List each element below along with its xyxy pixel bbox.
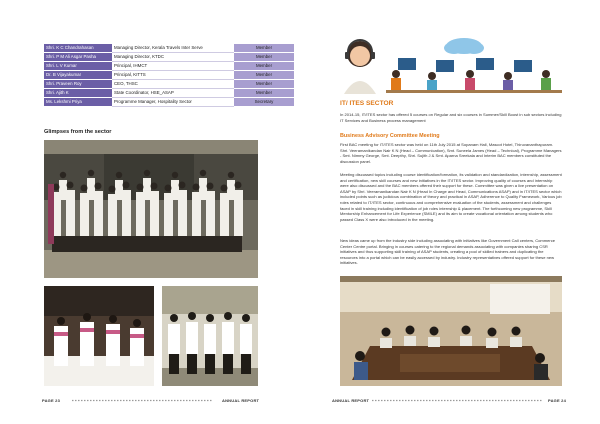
member-position: Member [234,53,294,62]
member-position: Member [234,80,294,89]
meeting-photo [340,276,562,386]
member-row [44,44,294,53]
member-position: Secretary [234,98,294,107]
member-role: State Coordinator, HSE_ASAP [112,89,234,98]
member-role: Programme Manager, Hospitality Sector [112,98,234,107]
member-name: Shri. L V Kumar [44,62,112,71]
member-position: Member [234,62,294,71]
member-name: Shri. K C Chandrahasan [44,44,112,53]
training-photo-1 [44,286,154,386]
bac-paragraph-2: Meeting discussed topics including course identification/formation, its validation and standardization, internship, assessment and certification, new skill courses and new initiatives in the IT/ITES sector. Improving quality of courses and internship were also discussed and the BAC members offered their support for these. Committee was given a live presentation on ASAP by Shri. Veeramanikandan Nair K N (Head In Charge and Head, Communications ASAP) and in IT/ITES sector which included points such as judicious combination of theory and practical in ASAP, Adherence to Quality Framework, Various job roles related to IT/ITES sector, continuous and comprehensive evaluation of the students, assessment and challenges faced in skill training including identification of job roles internship & placement. The forthcoming new programme, Skill Mentorship Enhancement for Life Experience (SMILE) and its aim to create vocational orientation among students who passed Class X were also introduced in the meeting. [340,172,562,222]
bac-paragraph-3: New ideas came up from the industry side including associating with initiatives like Government Call centers, Commerce Center Centre portal. Bringing in courses catering to the regional demands associating with companies sharing CSR initiatives and thus supporting skill training of ASAP students, creating a pool of skilled trainers and duplicating the resources into a portal which can be easily accessed by industry. Industry representatives offered support for these new initiatives. [340,238,556,266]
member-position: Member [234,71,294,80]
member-role: Principal, KITTS [112,71,234,80]
member-row [44,89,294,98]
right-page-number: PAGE 24 [548,398,566,403]
right-page [300,0,600,424]
left-annual-report: ANNUAL REPORT [222,398,260,403]
training-photo-2 [162,286,258,386]
group-photo [44,140,258,278]
member-row [44,71,294,80]
member-name: Ms. Lekshmi Priya [44,98,112,107]
it-sector-illustration [336,32,566,94]
member-name: Shri. Ajith K [44,89,112,98]
member-role: Managing Director, KTDC [112,53,234,62]
section-title: IT/ ITES SECTOR [340,100,394,107]
member-name: Dr. B Vijayakumar [44,71,112,80]
right-annual-report: ANNUAL REPORT [332,398,370,403]
member-role: Principal, IHMCT [112,62,234,71]
member-name: Shri. Praveen Roy [44,80,112,89]
member-name: Shri. P M Ali Asgar Pasha [44,53,112,62]
bac-heading: Business Advisory Committee Meeting [340,133,440,139]
member-role: Managing Director, Kerala Travels Inter Serve [112,44,234,53]
member-row [44,98,294,107]
member-position: Member [234,89,294,98]
left-page-number: PAGE 23 [42,398,60,403]
bac-paragraph-1: First BAC meeting for IT/ITES sector was held on 11th July 2015 at Sopanam Hall, Mascot Hotel, Thiruvananthapuram. Shri. Veeramanikandan Nair K N (Head – Communication), Smt. Suneela James (Head – Technical), Programme Managers - Smt. Nimmy George, Smt. Deepthy, Shri. Sujith J & Smt. Aparna Sreekala and Interim BAC members constituted the discussion panel. [340,142,562,164]
member-role: CEO, THSC [112,80,234,89]
member-table [44,44,294,107]
glimpses-heading: Glimpses from the sector [44,129,112,135]
right-footer-rule [372,399,542,402]
member-position: Member [234,44,294,53]
left-footer-rule [72,399,212,402]
intro-paragraph: In 2014-15, IT/ITES sector has offered 5 courses on Regular and six courses in Summer/Skill Boost in sub sectors including IT Services and Business process management [340,112,562,123]
member-row [44,62,294,71]
member-row [44,53,294,62]
member-row [44,80,294,89]
